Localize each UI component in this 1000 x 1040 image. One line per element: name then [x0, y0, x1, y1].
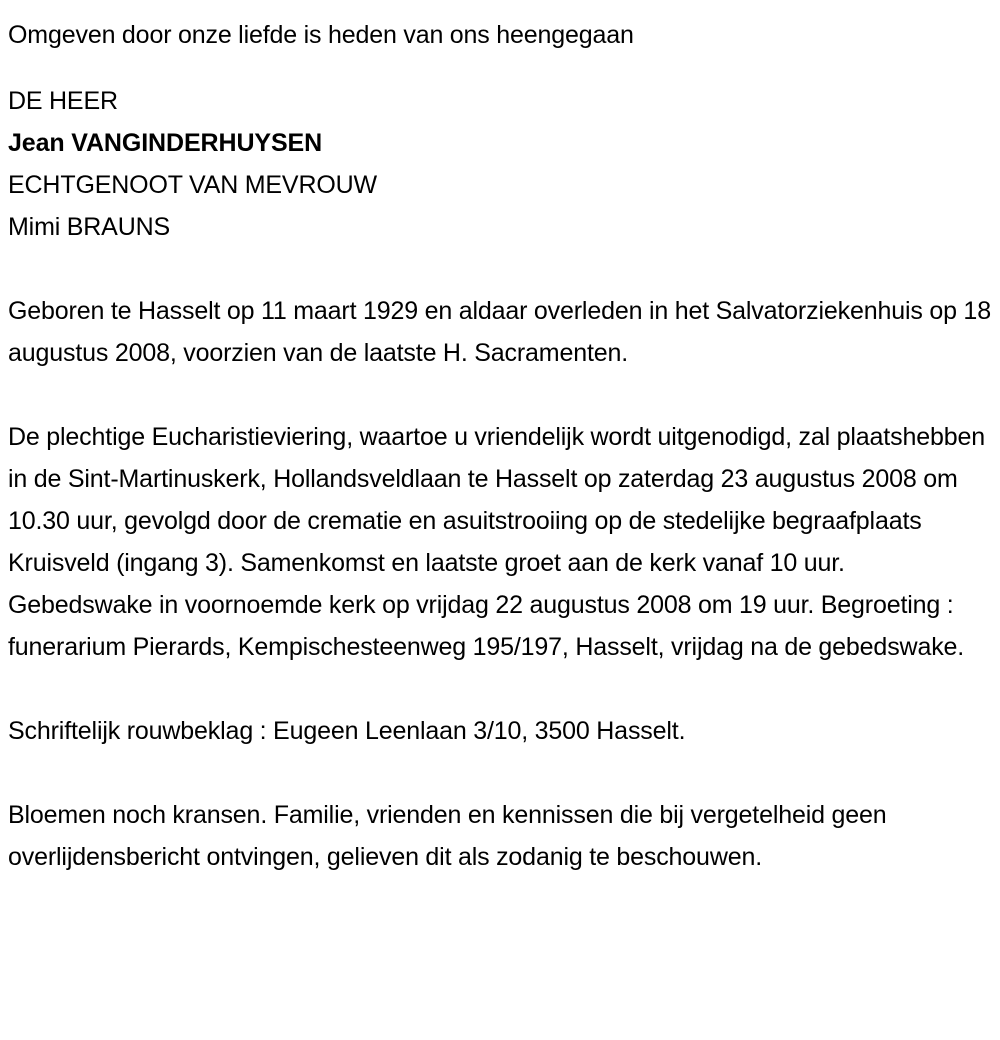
birth-and-death-paragraph: Geboren te Hasselt op 11 maart 1929 en aldaar overleden in het Salvatorziekenhuis op 18 augustus 2008, voorzien van de laatste H. Sacramenten.	[8, 297, 991, 367]
spouse-name: Mimi BRAUNS	[8, 213, 171, 241]
written-condolence-paragraph: Schriftelijk rouwbeklag : Eugeen Leenlaan 3/10, 3500 Hasselt.	[8, 717, 686, 745]
spacer-after-condolence	[8, 770, 994, 794]
spacer-after-opening	[8, 56, 994, 80]
opening-line: Omgeven door onze liefde is heden van ons heengegaan	[8, 21, 634, 49]
spacer-after-ceremony	[8, 686, 994, 710]
spouse-relation-label: ECHTGENOOT VAN MEVROUW	[8, 171, 378, 199]
ceremony-details-paragraph: De plechtige Eucharistieviering, waartoe u vriendelijk wordt uitgenodigd, zal plaatshebben in de Sint-Martinuskerk, Hollandsveldlaan te Hasselt op zaterdag 23 augustus 2008 om 10.30 uur, gevolgd door de crematie en asuitstrooiing op de stedelijke begraafplaats Kruisveld (ingang 3). Samenkomst en laatste groet aan de kerk vanaf 10 uur. Gebedswake in voornoemde kerk op vrijdag 22 augustus 2008 om 19 uur. Begroeting : funerarium Pierards, Kempischesteenweg 195/197, Hasselt, vrijdag na de gebedswake.	[8, 423, 985, 661]
spacer-after-person	[8, 266, 994, 290]
spacer-after-birth-death	[8, 392, 994, 416]
deceased-person-block	[8, 80, 994, 248]
honorific-title: DE HEER	[8, 87, 118, 115]
closing-notice-paragraph: Bloemen noch kransen. Familie, vrienden en kennissen die bij vergetelheid geen overlijdensbericht ontvingen, gelieven dit als zodanig te beschouwen.	[8, 801, 887, 871]
deceased-name: Jean VANGINDERHUYSEN	[8, 129, 323, 157]
